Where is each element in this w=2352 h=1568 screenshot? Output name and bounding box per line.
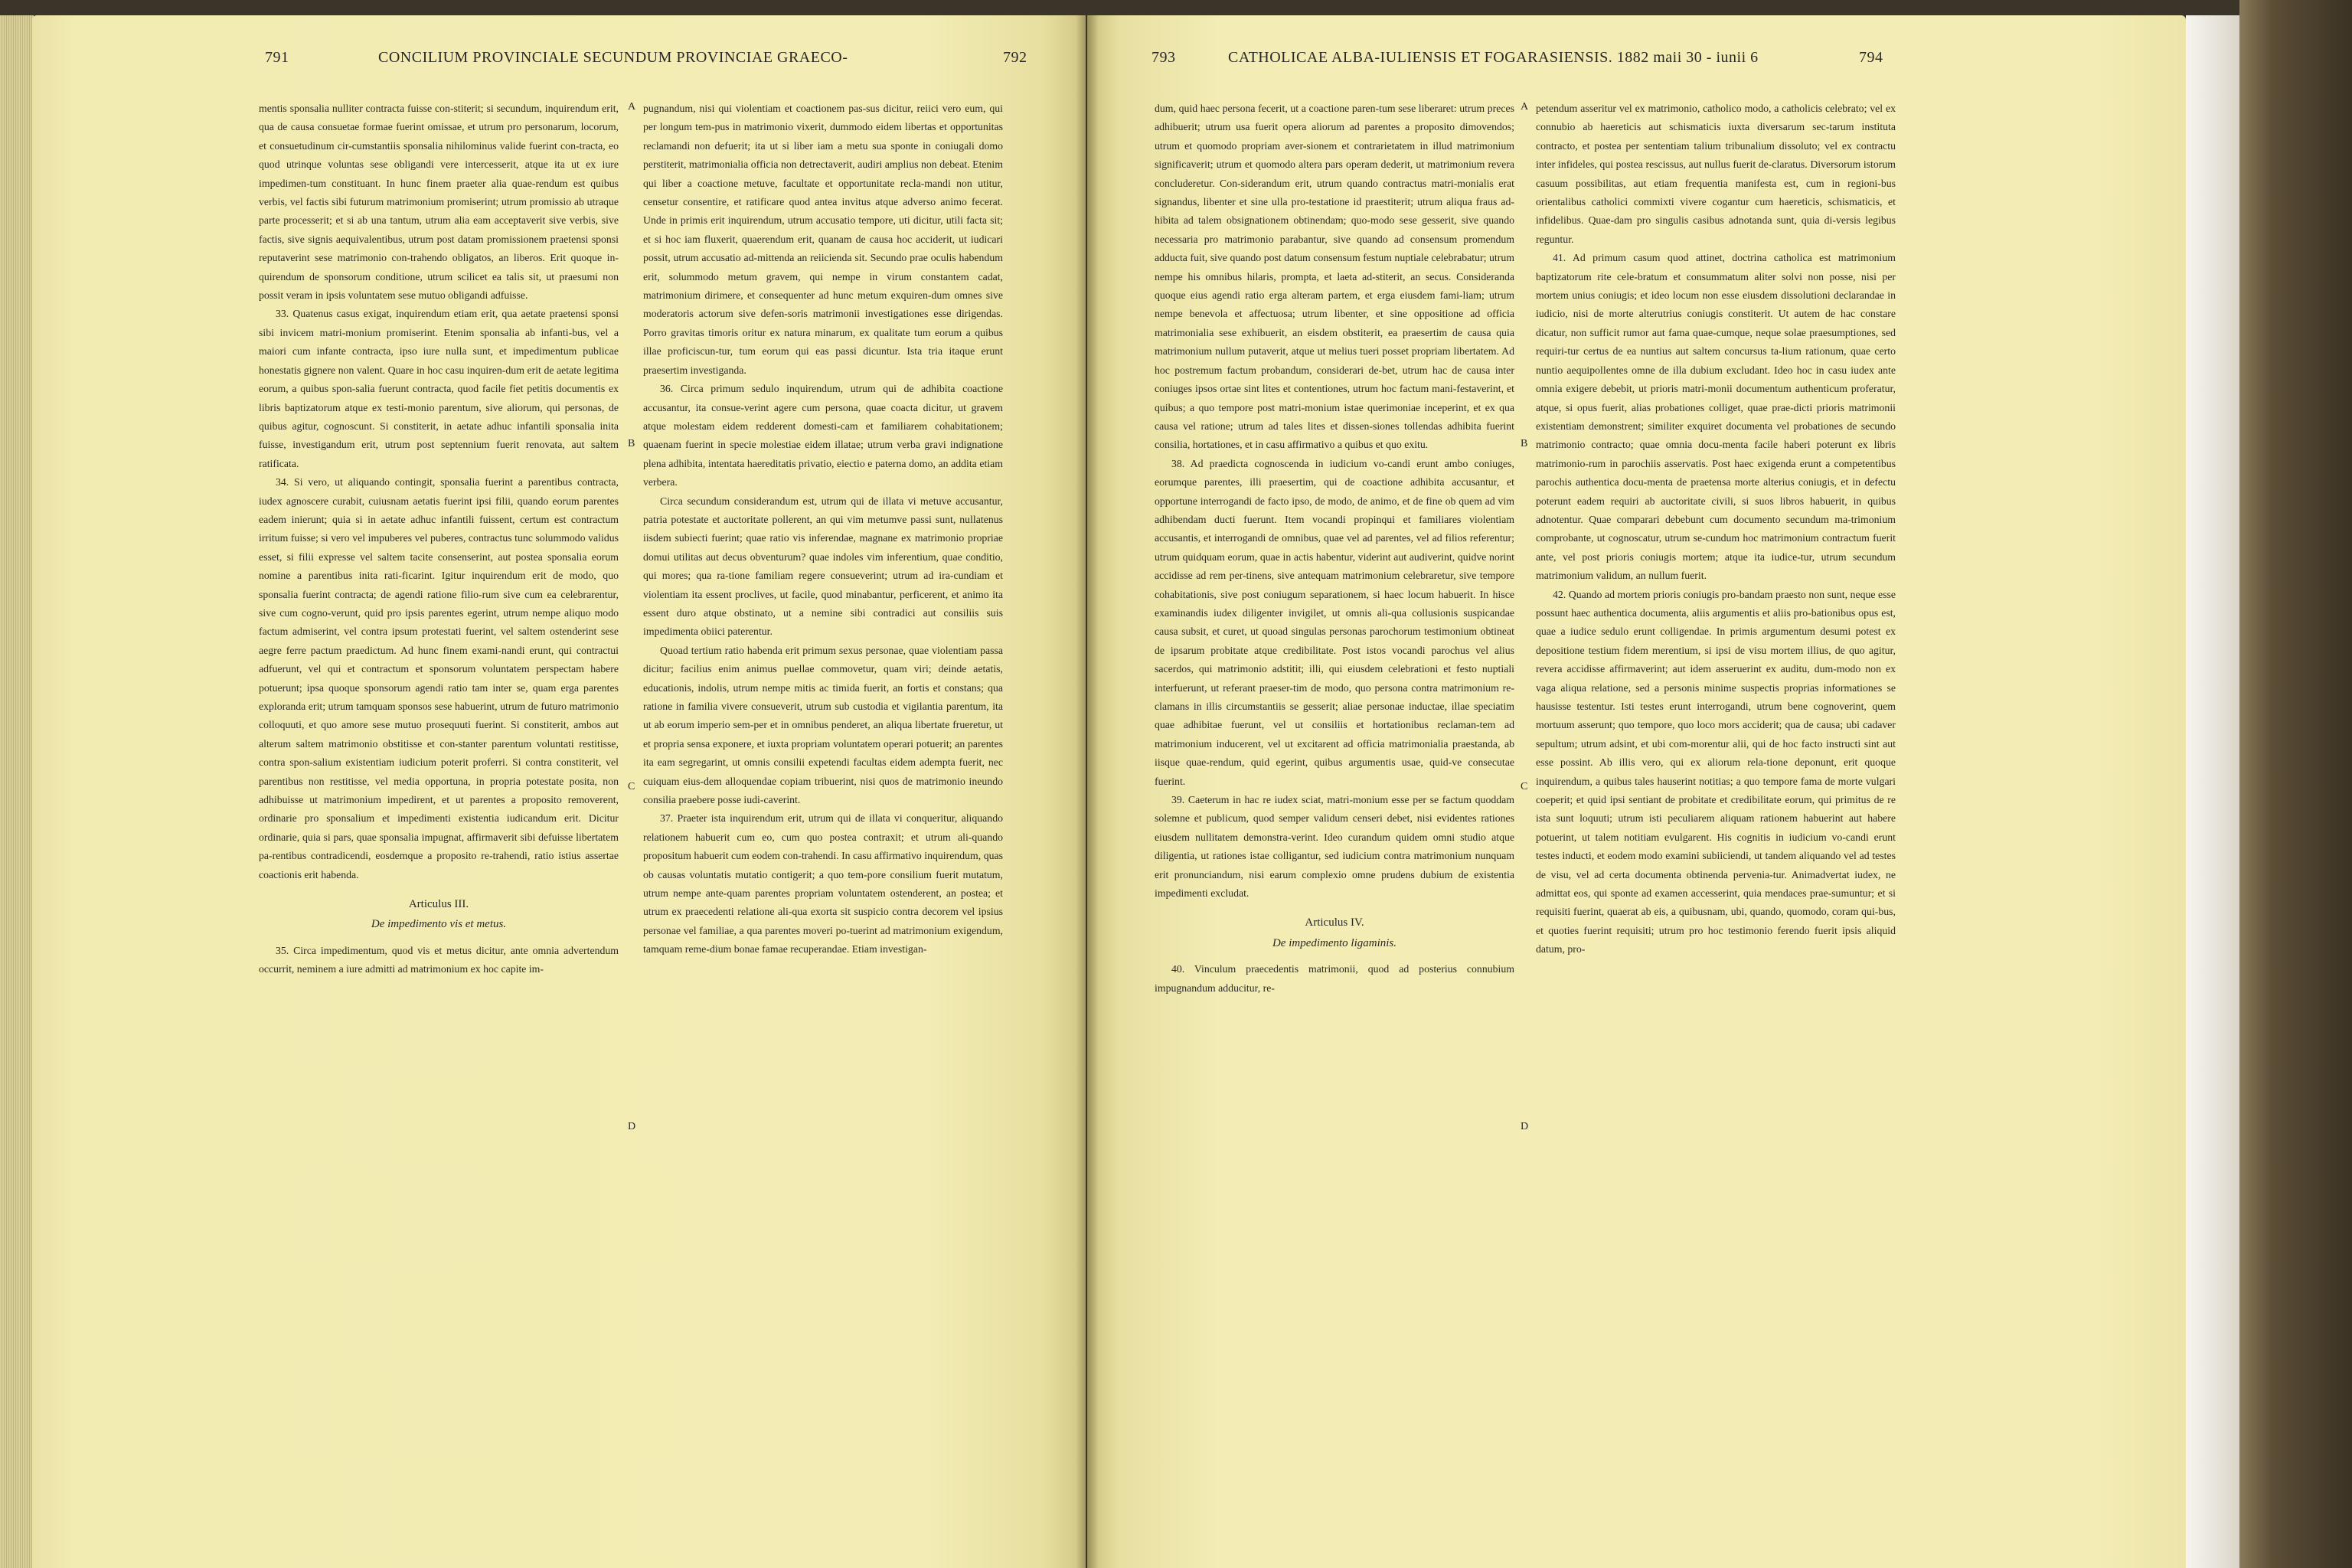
margin-letter-c: C bbox=[1521, 781, 1528, 792]
page-stack-right bbox=[2186, 15, 2239, 1568]
paragraph-42: 42. Quando ad mortem prioris coniugis pro-bandam praesto non sunt, neque esse possunt haec authentica documenta, aliis argumentis et aliis pro-bationibus opus est, quae a iudice sedulo erunt colligendae. In primis argumentum desumi potest ex depositione testium fidem merentium, si ipsi de visu mortem illius, de quo agitur, revera accidisse affirmaverint; aut idem asseruerint ex auditu, dum-modo non ex vaga aliqua relatione, sed a personis minime suspectis proprias informationes se hausisse testentur. Isti testes erunt interrogandi, utrum bene cognoverint, quem mortuum asserunt; quo tempore, quo loco mors acciderit; qua de causa; ubi cadaver sepultum; utrum adsint, et ubi com-morentur alii, qui de hoc facto instructi sint aut esse possint. Ab illis vero, qui ex aliorum rela-tione deponunt, erit quoque inquirendum, a quibus tales hauserint notitias; a quo tempore fama de morte vulgari coeperit; et quid ipsi sentiant de probitate et credibilitate eorum, qui primitus de re ista sunt loquuti; utrum isti peculiarem aliquam rationem habuerint aut habere potuerint, ut talem notitiam evulgarent. His cognitis in iudicium vo-candi erunt testes inducti, et eodem modo examini subiiciendi, ut tandem aliquando vel ad testes de visu, vel ad certa documenta obtinenda pervenia-tur. Animadvertat iudex, ne admittat eos, qui sponte ad examen accesserint, quia mendaces prae-sumuntur; et si requisiti fuerint, quaerat ab eis, a quibusnam, ubi, quando, quomodo, coram qui-bus, et quoties fuerint requisiti; utrum pro hoc testimonio ferendo fuerit ipsis aliquid datum, pro- bbox=[1536, 588, 1896, 956]
margin-letter-a: A bbox=[1521, 101, 1529, 113]
book-gutter bbox=[1076, 15, 1099, 1568]
right-page-number-793: 793 bbox=[1152, 49, 1176, 66]
paragraph: petendum asseritur vel ex matrimonio, catholico modo, a catholicis celebrato; vel ex connubio ab haereticis aut schismaticis iuxta diversarum sec-tarum instituta contracto, et postea per sententiam talium tribunalium dissoluto; vel ex contractu inter infideles, qui postea rescissus, aut nullus fuerit de-claratus. Diversorum istorum casuum possibilitas, aut etiam frequentia manifesta est, cum in regioni-bus orientalibus catholici commixti vivere cogantur cum haereticis, schismaticis, et infidelibus. Quae-dam pro singulis casibus adnotanda sunt, quia di-versis legibus reguntur. bbox=[1536, 103, 1896, 245]
right-running-title: CATHOLICAE ALBA-IULIENSIS ET FOGARASIENSIS. 1882 maii 30 - iunii 6 bbox=[1228, 49, 1759, 66]
paragraph-40: 40. Vinculum praecedentis matrimonii, quod ad posterius connubium impugnandum adducitur, re- bbox=[1155, 963, 1514, 994]
right-page bbox=[1087, 15, 2186, 1568]
margin-letter-b: B bbox=[1521, 438, 1528, 449]
margin-letter-c: C bbox=[628, 781, 635, 792]
left-page-number-791: 791 bbox=[265, 49, 289, 66]
paragraph-35: 35. Circa impedimentum, quod vis et metus dicitur, ante omnia advertendum occurrit, neminem a iure admitti ad matrimonium ex hoc capite im- bbox=[259, 944, 619, 975]
article-heading: Articulus IV. bbox=[1305, 916, 1364, 929]
article-subheading: De impedimento ligaminis. bbox=[1272, 936, 1397, 949]
paragraph: Circa secundum considerandum est, utrum qui de illata vi metuve accusantur, patria potestate et auctoritate pollerent, an qui vim metumve passi sunt, nullatenus iisdem subiecti fuerint; quae ratio vis inferendae, magnane ex matrimonio propriae domui utilitas aut decus obventurum? quae indoles vim inferentium, quae conditio, qui mores; qua ra-tione familiam regere consueverint; utrum ad ira-cundiam et violentiam ita essent proclives, ut facile, quod minabantur, perficerent, et animo ita essent duro atque obstinato, ut a nemine sibi contradici aut consiliis suis impedimenta obiici paterentur. bbox=[643, 495, 1003, 638]
left-page-number-792: 792 bbox=[1003, 49, 1027, 66]
left-column-1 bbox=[259, 100, 619, 979]
left-running-title: CONCILIUM PROVINCIALE SECUNDUM PROVINCIAE GRAECO- bbox=[378, 49, 848, 66]
paragraph-41: 41. Ad primum casum quod attinet, doctrina catholica est matrimonium baptizatorum rite cele-bratum et consummatum aliter solvi non posse, nisi per mortem unius coniugis; et ideo locum non esse eiusdem dissolutioni declarandae in iudicio, nisi de morte alterutrius coniugis constiterit. Ut autem de hac constare dicatur, non sufficit rumor aut fama quae-cumque, neque solae praesumptiones, sed requiri-tur certus de ea nuntius aut saltem concursus ta-lium rationum, quae certo nuntio aequipollentes omne de illa dubium excludant. Ideo hoc in casu iudex ante omnia exigere debebit, ut prioris matri-monii documentum authenticum proferatur, atque, si opus fuerit, alias probationes colliget, quae prae-dicti prioris matrimonii existentiam demonstrent; similiter exquiret documenta vel probationes de secundo matrimonio contracto; quae omnia docu-menta facile haberi poterunt ex libris matrimonio-rum in parochiis asservatis. Post haec exigenda erunt a competentibus parochis authentica docu-menta de praetensa morte alterius coniugis, et in defectu poterunt eadem requiri ab auctoritate civili, si suos libros habuerit, in quibus adnotentur. Quae comparari debebunt cum documento secundum ma-trimonium comprobante, ut cognoscatur, utrum se-cundum hoc matrimonium contractum fuerit ante, vel post prioris coniugis mortem; atque ita iudice-tur, utrum secundum matrimonium validum, an nullum fuerit. bbox=[1536, 252, 1896, 582]
book-cover bbox=[2239, 0, 2352, 1568]
article-heading: Articulus III. bbox=[408, 898, 469, 911]
paragraph-38: 38. Ad praedicta cognoscenda in iudicium vo-candi erunt ambo coniuges, eorumque parentes, illi praesertim, qui de coactione adhibita accusantur, et opportune interrogandi de facto ipso, de modo, de animo, et de fine ob quem ad vim adhibendam ducti fuerunt. Item vocandi propinqui et familiares violentiam accusantis, et interrogandi de omnibus, quae vel ad parentes, vel ad filios referentur; utrum quidquam eorum, quae in actis habentur, viderint aut audiverint, quidve norint accidisse ad rem per-tinens, sive antequam matrimonium celebraretur, sive tempore cohabitationis, sive post coniugum separationem, si haec locum habuerit. In hisce examinandis iudex diligenter invigilet, ut omnis ali-qua collusionis suspicandae causa subsit, et curet, ut quoad singulas personas parochorum testimonium obtineat de ipsarum probitate atque credibilitate. Post istos vocandi parochus vel alius sacerdos, qui matrimonio adstitit; illi, qui eiusdem celebrationi et festo nuptiali interfuerunt, ut referant praeser-tim de modo, quo persona contra matrimonium re-clamans in illis circumstantiis se gesserit; aliae personae inductae, illae speciatim quae adhibitae fuerunt, vel ut consiliis et hortationibus reclaman-tem ad matrimonium inducerent, vel ut excitarent ad officia matrimonialia praestanda, ab iisque quae-rendum, quid egerint, quibus argumentis usae, quid-ve consecutae fuerint. bbox=[1155, 457, 1514, 787]
left-column-2 bbox=[643, 100, 1003, 959]
margin-letter-b: B bbox=[628, 438, 635, 449]
page-stack-left bbox=[0, 15, 34, 1568]
margin-letter-d: D bbox=[1521, 1121, 1529, 1132]
paragraph: pugnandum, nisi qui violentiam et coactionem pas-sus dicitur, reiici vero eum, qui per longum tem-pus in matrimonio vixerit, dummodo eidem libertas et opportunitas reclamandi non defuerit; ita ut si liber iam a metu sua sponte in coniugali domo perstiterit, matrimonialia officia non detrectaverit, audiri amplius non debeat. Etenim qui liber a coactione metuve, facultate et opportunitate recla-mandi non utitur, censetur consentire, et ratificare quod antea invitus atque adverso animo fecerat. Unde in primis erit inquirendum, utrum accusatio tempore, uti dicitur, utili facta sit; et si hoc iam fluxerit, quaerendum erit, quanam de causa hoc acciderit, ut iudicari possit, utrum accusatio ad-mittenda an reiicienda sit. Secundo prae oculis habendum erit, solummodo metum gravem, qui nempe in virum constantem cadat, matrimonium dirimere, et consequenter ad hunc metum exquiren-dum omnes sive moderatoris actorum sive defen-soris matrimonii investigationes esse dirigendas. Porro gravitas timoris oritur ex natura minarum, ex qualitate tum eorum a quibus illae proficiscun-tur, tum eorum qui eas passi dicuntur. Ista tria itaque erunt praesertim investiganda. bbox=[643, 103, 1003, 376]
paragraph-34: 34. Si vero, ut aliquando contingit, sponsalia fuerint a parentibus contracta, iudex agnoscere curabit, cuiusnam aetatis fuerint ipsi filii, quando eorum parentes eadem inierunt; quia si in aetate adhuc infantili fuissent, certum est contractum irritum fuisse; si vero vel impuberes vel puberes, contractus tunc solummodo validus esset, si filii expresse vel saltem tacite consenserint, aut postea sponsalia eorum nomine a parentibus inita rati-ficarint. Igitur inquirendum erit de modo, quo sponsalia fuerint contracta; de agendi ratione filio-rum sive cum ea celebrarentur, sive cum cogno-verunt, quid pro ipsis parentes egerint, utrum nempe aliquo modo factum admiserint, vel contra ipsum protestati fuerint, vel saltem ostenderint sese aegre ferre pactum praedictum. Ad hunc finem exami-nandi erunt, qui contractui adfuerunt, vel qui et contractum et sponsorum voluntatem perspectam habere potuerunt; ipsa quoque sponsorum agendi ratio tam inter se, quam erga parentes exploranda erit; utrum tamquam sponsos sese habuerint, utrum de futuro matrimonio colloquuti, et quo amore sese mutuo prosequuti fuerint. Si constiterit, ambos aut alterum saltem matrimonio obstitisse et con-stanter parentum voluntati restitisse, contra spon-salium existentiam iudicium poterit proferri. Si contra constiterit, vel parentibus non restitisse, vel media opportuna, in propria potestate posita, non adhibuisse ut matrimonium impedirent, et ut parentes a proposito removerent, ordinarie pro sponsalium et impedimenti existentia iudicandum erit. Dicitur ordinarie, quia si pars, quae sponsalia impugnat, affirmaverit sibi defuisse libertatem pa-rentibus contradicendi, eosdemque a proposito re-trahendi, ratio istius assertae coactionis erit habenda. bbox=[259, 476, 619, 880]
margin-letter-a: A bbox=[628, 101, 636, 113]
paragraph-33: 33. Quatenus casus exigat, inquirendum etiam erit, qua aetate praetensi sponsi sibi invicem matri-monium promiserint. Etenim sponsalia ab infanti-bus, vel a maiori cum infante contracta, ipso iure nulla sunt, et impedimentum publicae honestatis gignere non valent. Quare in hoc casu inquiren-dum erit de aetate legitima eorum, a quibus spon-salia fuerunt contracta, quod facile fiet petitis documentis ex libris baptizatorum atque ex testi-monio parentum, sive aliorum, qui personas, de quibus agitur, cognoscunt. Si constiterit, in aetate adhuc infantili sponsalia inita fuisse, investigandum erit, utrum post septennium fuerit renovata, aut saltem ratificata. bbox=[259, 308, 619, 469]
paragraph-36: 36. Circa primum sedulo inquirendum, utrum qui de adhibita coactione accusantur, ita consue-verint agere cum persona, quae coacta dicitur, ut gravem atque molestam eidem redderent domesti-cam et familiarem cohabitationem; quaenam fuerint in specie molestiae eidem illatae; utrum verba gravi indignatione plena adhibita, intentata haereditatis privatio, eiectio e paterna domo, an addita etiam verbera. bbox=[643, 383, 1003, 488]
margin-letter-d: D bbox=[628, 1121, 636, 1132]
paragraph-39: 39. Caeterum in hac re iudex sciat, matri-monium esse per se factum quoddam solemne et publicum, quod semper validum censeri debet, nisi evidentes rationes eiusdem nullitatem demonstra-verint. Ideo curandum quidem omni studio atque diligentia, ut rationes istae colligantur, sed iudicium contra matrimonium nunquam erit pronunciandum, nisi earum complexio omne prudens dubium de existentia impedimenti excludat. bbox=[1155, 794, 1514, 900]
right-column-2 bbox=[1536, 100, 1896, 959]
paragraph: mentis sponsalia nulliter contracta fuisse con-stiterit; si secundum, inquirendum erit, qua de causa consuetae formae fuerint omissae, et utrum pro personarum, locorum, et consuetudinum cir-cumstantiis sponsalia nihilominus valide fuerint con-tracta, eo quod utrinque voluntas sese obligandi vere intercesserit, atque ita ut ex iure impedimen-tum constituant. In hunc finem praeter alia quae-rendum est quibus verbis, vel factis sibi futurum matrimonium promiserint; utrum promissio ab utraque parte processerit; et si ab una tantum, utrum alia eam acceptaverit sive verbis, sive factis, sive signis aequivalentibus, utrum post datam promissionem praetensi sponsi reputaverint sese matrimonio con-trahendo obligatos, an liberos. Erit quoque in-quirendum de sponsorum conditione, utrum scilicet ea talis sit, ut praesumi non possit veram in ipsis voluntatem sese mutuo obligandi adfuisse. bbox=[259, 103, 619, 302]
paragraph: Quoad tertium ratio habenda erit primum sexus personae, quae violentiam passa dicitur; facilius enim animus puellae commovetur, quam viri; deinde aetatis, educationis, indolis, utrum nempe mitis ac timida fuerit, an fortis et constans; qua ratione in familia vivere consueverit, utrum sub custodia et vigilantia parentum, ita ut ab eorum imperio sem-per et in omnibus penderet, an aliqua libertate frueretur, ut et propria sensa exponere, et iuxta propriam voluntatem operari potuerit; an parentes ita eam segregarint, ut omnis consilii expetendi facultas eidem adempta fuerit, nec cuiquam eius-dem alloquendae copiam tribuerint, nisi quos de matrimonio ineundo consilia praebere posse iudi-caverint. bbox=[643, 644, 1003, 806]
right-column-1 bbox=[1155, 100, 1514, 998]
right-page-number-794: 794 bbox=[1859, 49, 1883, 66]
left-page bbox=[32, 15, 1086, 1568]
paragraph-37: 37. Praeter ista inquirendum erit, utrum qui de illata vi conqueritur, aliquando relationem habuerit cum eo, cum quo postea contraxit; et utrum ali-quando propositum habuerit cum eodem con-trahendi. In casu affirmativo inquirendum, quas ob causas voluntatis mutatio contigerit; a quo tem-pore consilium fuerit mutatum, utrum nempe ante-quam parentes propriam voluntatem ostenderent, an postea; et utrum ex praecedenti relatione ali-qua exorta sit suspicio contra decorem vel ipsius personae vel familiae, a qua parentes moveri po-tuerint ad matrimonium exigendum, tamquam reme-dium bonae famae recuperandae. Etiam investigan- bbox=[643, 812, 1003, 956]
paragraph: dum, quid haec persona fecerit, ut a coactione paren-tum sese liberaret: utrum preces adhibuerit; utrum usa fuerit opera aliorum ad parentes a proposito dimovendos; utrum et quomodo propriam aver-sionem et contrarietatem in illud matrimonium significaverit; utrum et quomodo altera pars operam dederit, ut matrimonium revera concluderetur. Con-siderandum erit, utrum quando contractus matri-monialis erat signandus, libenter et sine ulla pro-testatione id praestiterit; utrum aliqua fraus ad-hibita ad talem obsignationem obtinendam; quo-modo sese gesserit, sive quando necessaria pro matrimonio parabantur, sive quando ad consensum promendum adducta fuit, sive quando post datum consensum festum nuptiale celebrabatur; utrum nempe his omnibus hilaris, prompta, et laeta ad-stiterit, an secus. Consideranda quoque eius agendi ratio erga alteram partem, et erga eiusdem fami-liam; utrum nempe benevola et affectuosa; utrum libenter, et sine oppositione ad officia matrimonialia sese exhibuerit, an eisdem obstiterit, ea praesertim de causa quia matrimonium nullum putaverit, atque ut melius tueri posset propriam libertatem. Ad hoc postremum factum probandum, considerari de-bet, utrum hac de causa inter coniuges ipsos ortae sint lites et contentiones, utrum hoc factum mani-festaverint, et quibus; a quo tempore post matri-monium istae querimoniae inceperint, et ex qua causa vel ratione; utrum ad tales lites et dissen-siones tollendas adhibita fuerint consilia, hortationes, et in casu affirmativo a quibus et quo exitu. bbox=[1155, 103, 1514, 451]
article-subheading: De impedimento vis et metus. bbox=[371, 918, 507, 931]
